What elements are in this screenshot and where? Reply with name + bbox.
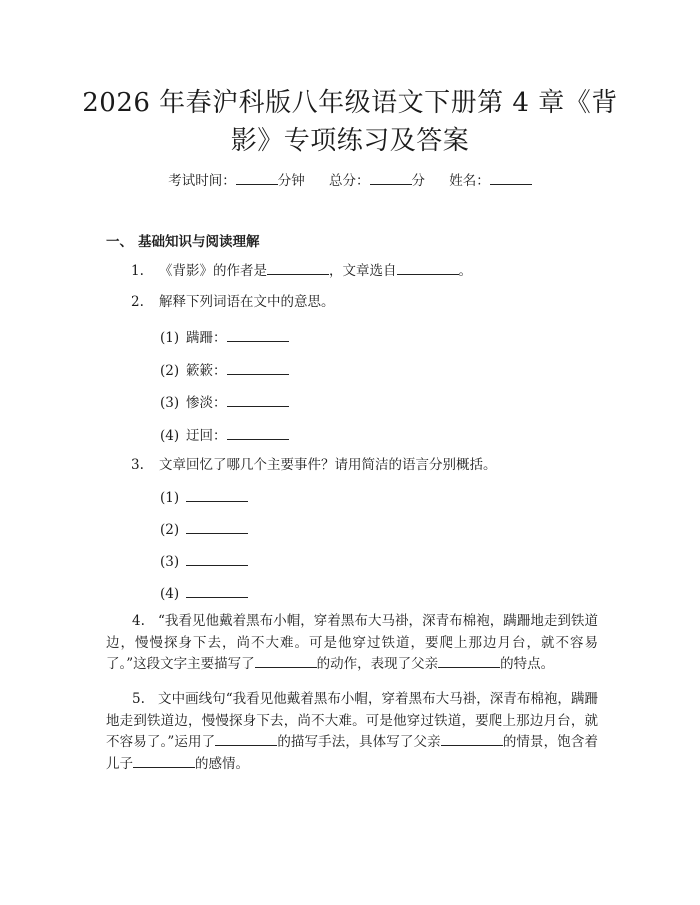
- exam-name: [449, 173, 532, 189]
- question-3: [131, 456, 497, 475]
- scene-blank[interactable]: [441, 732, 503, 746]
- question-1-text-b: ，文章选自: [329, 263, 397, 279]
- exam-time-blank[interactable]: [236, 171, 278, 185]
- sub-label: (2): [160, 363, 180, 379]
- list-item: [160, 391, 289, 411]
- author-blank[interactable]: [267, 261, 329, 275]
- event-blank[interactable]: [186, 552, 248, 566]
- event-blank[interactable]: [186, 488, 248, 502]
- sub-label: (3): [160, 395, 180, 411]
- definition-blank[interactable]: [227, 426, 289, 440]
- list-item: [160, 552, 248, 570]
- question-1-text-a: 《背影》的作者是: [159, 263, 267, 279]
- event-blank[interactable]: [186, 584, 248, 598]
- question-4-number: 4.: [132, 613, 145, 629]
- list-item: [160, 424, 289, 444]
- exam-score-blank[interactable]: [370, 171, 412, 185]
- definition-blank[interactable]: [227, 393, 289, 407]
- question-2-number: 2.: [131, 294, 144, 310]
- exam-score-label: 总分：: [329, 173, 370, 189]
- list-item: [160, 326, 289, 346]
- question-3-number: 3.: [131, 457, 144, 473]
- section-heading: [106, 230, 260, 250]
- question-2: [131, 293, 335, 312]
- question-1-number: 1.: [131, 263, 144, 279]
- page-title-line-2: 影》专项练习及答案: [230, 126, 470, 156]
- question-5-text-b: 的描写手法，具体写了父亲: [277, 734, 441, 750]
- exam-name-blank[interactable]: [490, 171, 532, 185]
- term-label: 迂回：: [186, 428, 227, 444]
- list-item: [160, 520, 248, 538]
- exam-time-label: 考试时间：: [168, 173, 236, 189]
- page-title-line-1: 2026 年春沪科版八年级语文下册第 4 章《背: [82, 88, 618, 118]
- sub-label: (4): [160, 428, 180, 444]
- sub-label: (2): [160, 522, 180, 538]
- question-5-number: 5.: [132, 691, 145, 707]
- term-label: 蹒跚：: [186, 330, 227, 346]
- trait-blank[interactable]: [438, 654, 500, 668]
- question-1: [131, 261, 472, 281]
- question-5: [106, 689, 598, 775]
- definition-blank[interactable]: [227, 328, 289, 342]
- sub-label: (1): [160, 330, 180, 346]
- event-blank[interactable]: [186, 520, 248, 534]
- question-2-text: 解释下列词语在文中的意思。: [159, 294, 335, 310]
- question-4-text-a: “我看见他戴着黑布小帽，穿着黑布大马褂，深青布棉袍，蹒跚地走到铁道边，慢慢探身下去，尚不大难。可是他穿过铁道，要爬上那边月台，就不容易了。”这段文字主要描写了: [106, 613, 598, 672]
- action-blank[interactable]: [255, 654, 317, 668]
- term-label: 簌簌：: [186, 363, 227, 379]
- sub-label: (4): [160, 586, 180, 602]
- section-number: 一、: [106, 234, 133, 250]
- exam-name-label: 姓名：: [449, 173, 490, 189]
- term-label: 惨淡：: [186, 395, 227, 411]
- sub-label: (3): [160, 554, 180, 570]
- exam-score-unit: 分: [411, 173, 425, 189]
- section-title: 基础知识与阅读理解: [138, 234, 260, 250]
- list-item: [160, 488, 248, 506]
- sub-label: (1): [160, 490, 180, 506]
- emotion-blank[interactable]: [133, 754, 195, 768]
- exam-info-row: [0, 169, 700, 189]
- question-3-text: 文章回忆了哪几个主要事件？请用简洁的语言分别概括。: [159, 457, 497, 473]
- list-item: [160, 584, 248, 602]
- technique-blank[interactable]: [215, 732, 277, 746]
- exam-score: [329, 173, 429, 189]
- question-4-text-b: 的动作，表现了父亲: [316, 656, 439, 672]
- source-blank[interactable]: [397, 261, 459, 275]
- question-1-text-c: 。: [458, 263, 472, 279]
- question-4: [106, 611, 598, 676]
- list-item: [160, 359, 289, 379]
- question-4-text-c: 的特点。: [500, 656, 555, 672]
- definition-blank[interactable]: [227, 361, 289, 375]
- question-5-text-d: 的感情。: [195, 755, 249, 772]
- question-5-text-a: 文中画线句“我看见他戴着黑布小帽，穿着黑布大马褂，深青布棉袍，蹒跚地走到铁道边，慢慢探身下去，尚不大难。可是他穿过铁道，要爬上那边月台，就不容易了。”运用了: [106, 691, 598, 750]
- exam-time-unit: 分钟: [277, 173, 305, 189]
- exam-time: [168, 173, 309, 189]
- question-5-text-c: 的情景，饱含着儿子: [106, 734, 599, 772]
